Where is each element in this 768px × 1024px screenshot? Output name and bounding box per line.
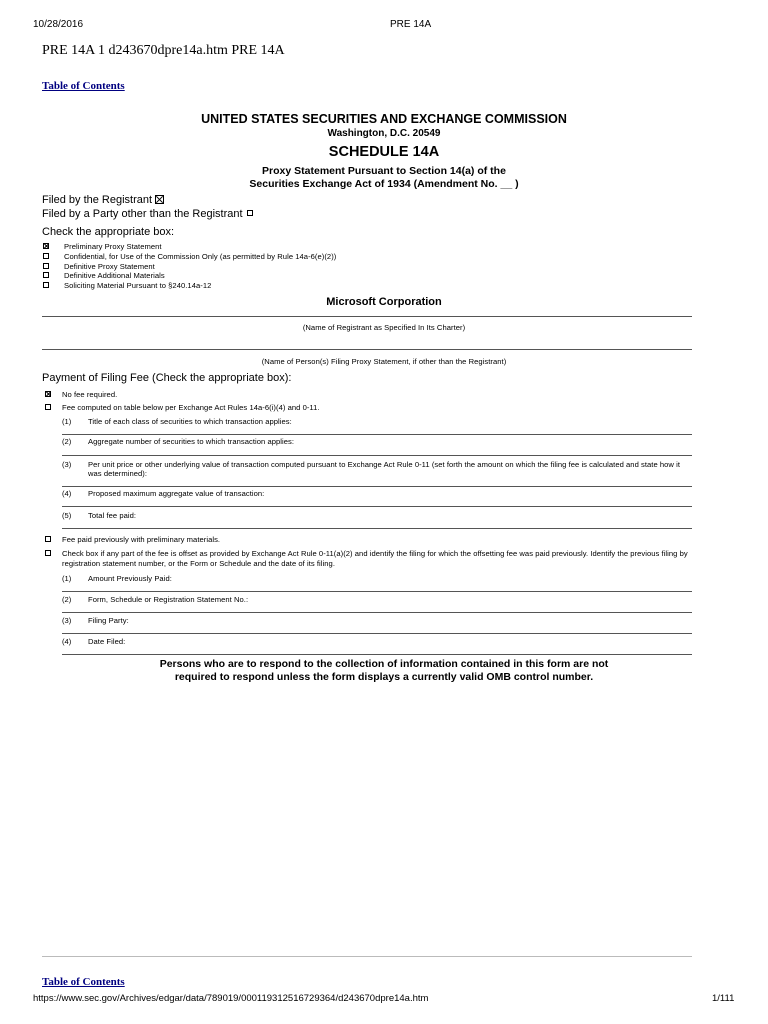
fee-item-rule: [62, 528, 692, 529]
filed-by-other-party: [42, 208, 253, 220]
schedule-title: SCHEDULE 14A: [328, 144, 440, 160]
proxy-statement-line-2: Securities Exchange Act of 1934 (Amendment No. __ ): [249, 178, 519, 190]
page-number: 1/111: [712, 993, 735, 1004]
prev-item-text: Date Filed:: [88, 637, 126, 646]
doc-heading: PRE 14A 1 d243670dpre14a.htm PRE 14A: [42, 43, 285, 58]
registrant-caption: (Name of Registrant as Specified In Its Charter): [302, 323, 466, 332]
fee-option-label: Fee paid previously with preliminary materials.: [62, 535, 221, 544]
prev-item-rule: [62, 612, 692, 613]
commission-location: Washington, D.C. 20549: [327, 128, 441, 139]
filer-name-rule: [42, 349, 692, 350]
page-url: https://www.sec.gov/Archives/edgar/data/789019/000119312516729364/d243670dpre14a.htm: [33, 993, 429, 1004]
fee-item-number: (4): [62, 489, 72, 498]
prev-item-number: (2): [62, 595, 72, 604]
other-party-checkbox[interactable]: [247, 210, 253, 216]
checkbox[interactable]: [45, 536, 51, 542]
fee-item-text: Total fee paid:: [88, 511, 137, 520]
registrant-name-rule: [42, 316, 692, 317]
checkbox[interactable]: [43, 272, 49, 278]
fee-item-number: (1): [62, 417, 72, 426]
print-title: PRE 14A: [390, 19, 432, 30]
statement-option-label: Definitive Proxy Statement: [64, 262, 155, 271]
statement-option-label: Soliciting Material Pursuant to §240.14a-12: [64, 281, 212, 290]
omb-notice-line-2: required to respond unless the form displays a currently valid OMB control number.: [174, 671, 594, 683]
prev-item-number: (4): [62, 637, 72, 646]
prev-item-number: (3): [62, 616, 72, 625]
statement-option-label: Preliminary Proxy Statement: [64, 242, 162, 251]
prev-item-rule: [62, 654, 692, 655]
prev-item-text: Form, Schedule or Registration Statement No.:: [88, 595, 249, 604]
print-date: 10/28/2016: [33, 19, 84, 30]
fee-item-text: Proposed maximum aggregate value of transaction:: [88, 489, 265, 498]
page-break-rule: [42, 956, 692, 957]
fee-item-text: Title of each class of securities to which transaction applies:: [88, 417, 292, 426]
fee-item-rule: [62, 455, 692, 456]
fee-item-rule: [62, 506, 692, 507]
filed-by-other-label: Filed by a Party other than the Registrant: [42, 208, 243, 220]
fee-item-rule: [62, 434, 692, 435]
registrant-checkbox[interactable]: [155, 195, 164, 204]
proxy-statement-line-1: Proxy Statement Pursuant to Section 14(a) of the: [262, 165, 506, 177]
fee-item-number: (2): [62, 437, 72, 446]
checkbox[interactable]: [45, 404, 51, 410]
filer-caption: (Name of Person(s) Filing Proxy Statement, if other than the Registrant): [261, 357, 507, 366]
filed-by-registrant-label: Filed by the Registrant: [42, 194, 153, 206]
check-appropriate-box-label: Check the appropriate box:: [42, 226, 175, 238]
prev-item-number: (1): [62, 574, 72, 583]
checkbox[interactable]: [43, 243, 49, 249]
filed-by-registrant: [42, 194, 164, 206]
fee-item-rule: [62, 486, 692, 487]
fee-item-number: (3): [62, 460, 72, 469]
fee-offset-text: Check box if any part of the fee is offset as provided by Exchange Act Rule 0-11(a)(2) and identify the filing for which the offsetting fee was paid previously. Identify the previous filing by registration statement number, or the Form or Schedule and the date of its filing.: [62, 549, 688, 568]
fee-item-text: Per unit price or other underlying value of transaction computed pursuant to Exchange Act Rule 0-11 (set forth the amount on which the filing fee is calculated and state how it was determined):: [88, 460, 681, 478]
checkbox[interactable]: [45, 391, 51, 397]
prev-item-rule: [62, 633, 692, 634]
prev-item-text: Amount Previously Paid:: [88, 574, 172, 583]
registrant-name: Microsoft Corporation: [326, 296, 442, 308]
fee-item-number: (5): [62, 511, 72, 520]
checkbox[interactable]: [45, 550, 51, 556]
prev-item-text: Filing Party:: [88, 616, 129, 625]
table-of-contents-link[interactable]: Table of Contents: [42, 80, 125, 92]
fee-option-label: Fee computed on table below per Exchange Act Rules 14a-6(i)(4) and 0-11.: [62, 403, 320, 412]
checkbox[interactable]: [43, 282, 49, 288]
prev-item-rule: [62, 591, 692, 592]
commission-title: UNITED STATES SECURITIES AND EXCHANGE COMMISSION: [201, 112, 567, 126]
statement-option-label: Definitive Additional Materials: [64, 271, 165, 280]
payment-label: Payment of Filing Fee (Check the appropriate box):: [42, 372, 292, 384]
fee-option-label: No fee required.: [62, 390, 118, 399]
fee-item-text: Aggregate number of securities to which transaction applies:: [88, 437, 295, 446]
statement-option-label: Confidential, for Use of the Commission Only (as permitted by Rule 14a-6(e)(2)): [64, 252, 337, 261]
checkbox[interactable]: [43, 263, 49, 269]
checkbox[interactable]: [43, 253, 49, 259]
omb-notice-line-1: Persons who are to respond to the collection of information contained in this form are not: [159, 658, 609, 670]
footer-table-of-contents-link[interactable]: Table of Contents: [42, 976, 125, 988]
